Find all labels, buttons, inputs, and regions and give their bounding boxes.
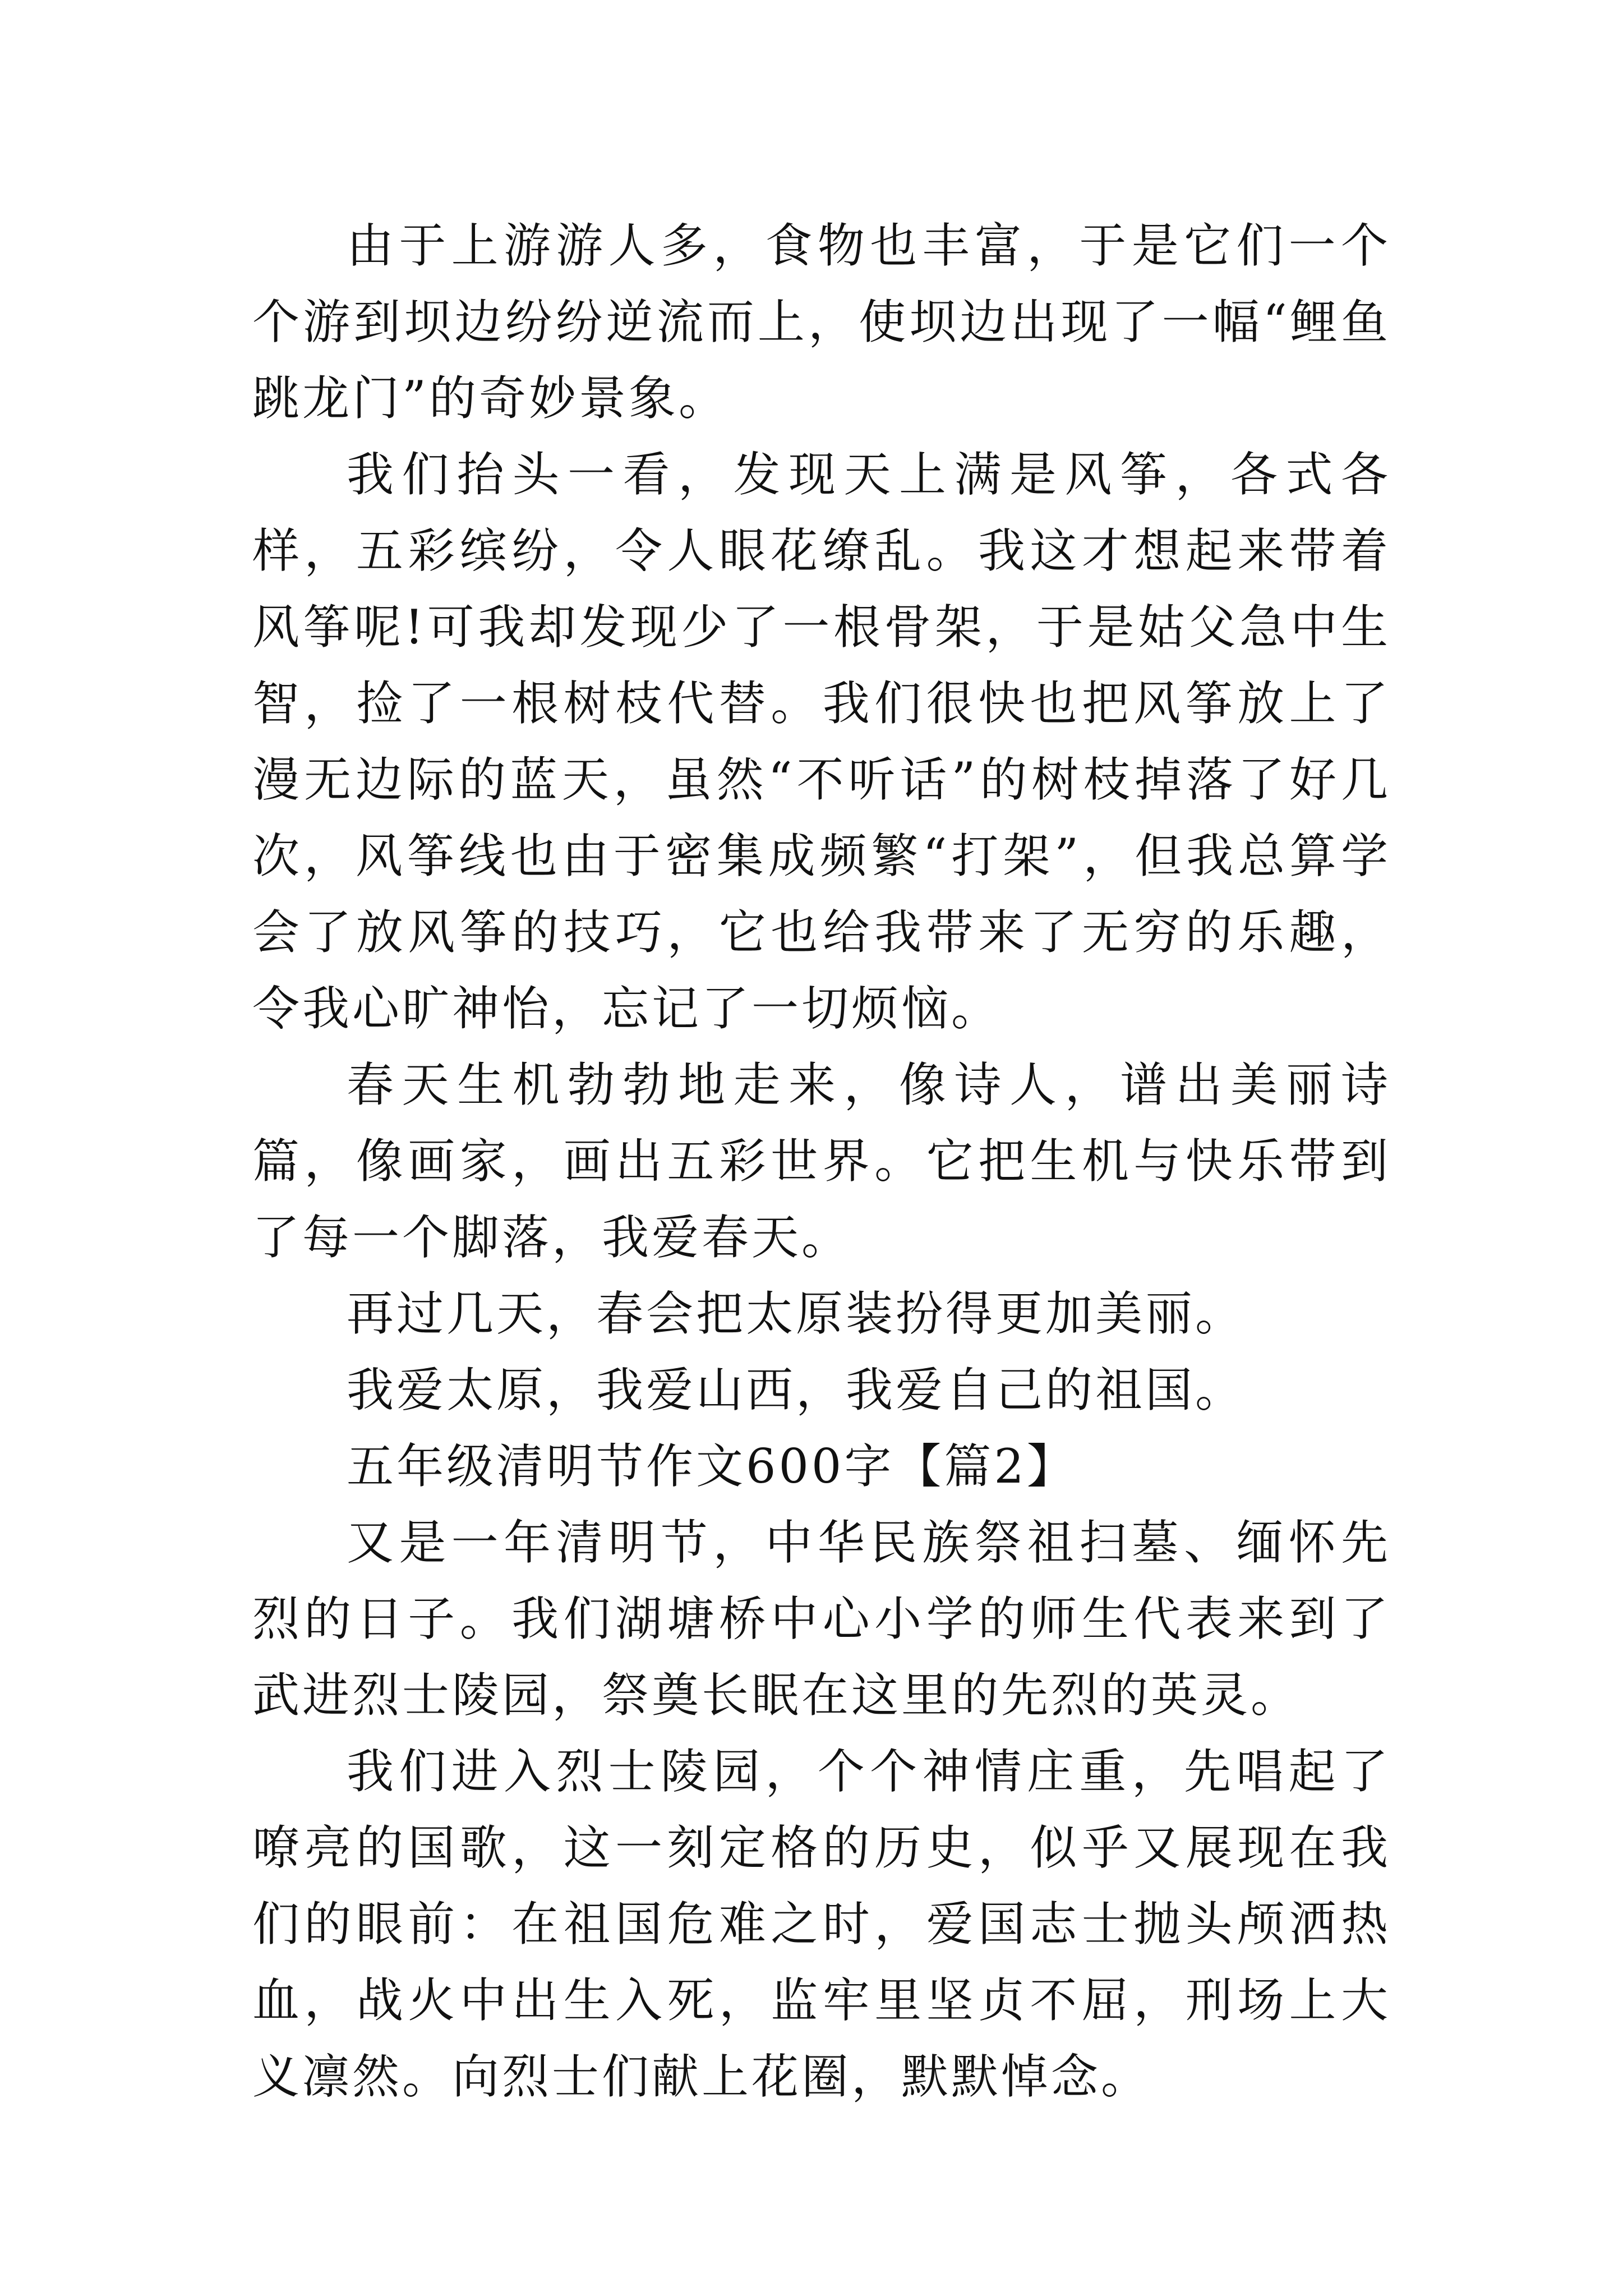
paragraph-carp-leaping: 由于上游游人多，食物也丰富，于是它们一个个游到坝边纷纷逆流而上，使坝边出现了一幅“鲤鱼跳龙门”的奇妙景象。 <box>252 218 1391 426</box>
paragraph-taiyuan: 再过几天，春会把太原装扮得更加美丽。 <box>347 1286 1246 1341</box>
paragraph-spring: 春天生机勃勃地走来，像诗人，谱出美丽诗篇，像画家，画出五彩世界。它把生机与快乐带到了每一个脚落，我爱春天。 <box>252 1057 1391 1265</box>
document-body <box>252 208 1391 2115</box>
paragraph-love-country: 我爱太原，我爱山西，我爱自己的祖国。 <box>347 1363 1246 1418</box>
section-heading: 五年级清明节作文600字【篇2】 <box>347 1439 1077 1494</box>
paragraph-cemetery: 我们进入烈士陵园，个个神情庄重，先唱起了嘹亮的国歌，这一刻定格的历史，似乎又展现在我们的眼前：在祖国危难之时，爱国志士抛头颅洒热血，战火中出生入死，监牢里坚贞不屈，刑场上大义凛然。向烈士们献上花圈，默默悼念。 <box>252 1744 1391 2104</box>
paragraph-kites: 我们抬头一看，发现天上满是风筝，各式各样，五彩缤纷，令人眼花缭乱。我这才想起来带着风筝呢!可我却发现少了一根骨架，于是姑父急中生智，捡了一根树枝代替。我们很快也把风筝放上了漫无边际的蓝天，虽然“不听话”的树枝掉落了好几次，风筝线也由于密集成频繁“打架”，但我总算学会了放风筝的技巧，它也给我带来了无穷的乐趣，令我心旷神怡，忘记了一切烦恼。 <box>252 447 1391 1036</box>
paragraph-qingming: 又是一年清明节，中华民族祭祖扫墓、缅怀先烈的日子。我们湖塘桥中心小学的师生代表来到了武进烈士陵园，祭奠长眠在这里的先烈的英灵。 <box>252 1515 1391 1723</box>
